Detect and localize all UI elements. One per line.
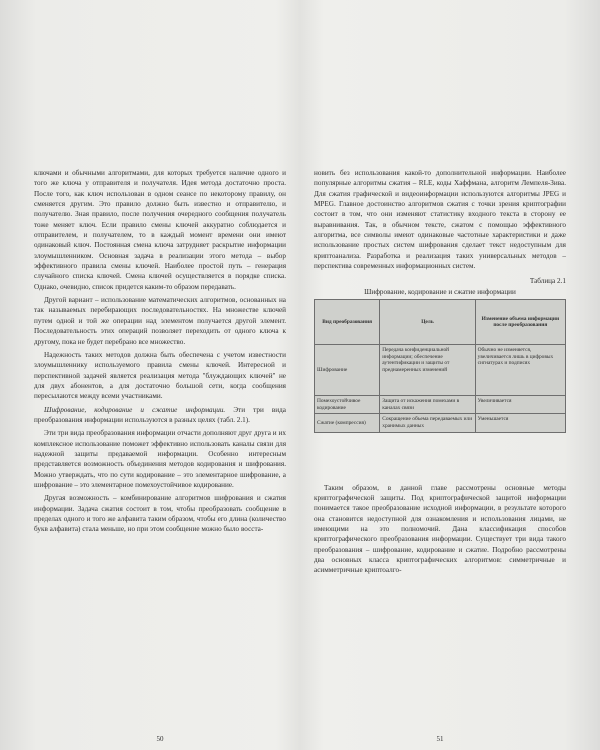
table-header-row bbox=[315, 300, 566, 345]
table-number: Таблица 2.1 bbox=[529, 277, 566, 286]
paragraph: Другой вариант – использование математических алгоритмов, основанных на так называемых перебирающих последовательностях. На множестве ключей путем одной и той же операции над элементом получается другой элемент. Последовательность этих операций позволяет переходить от одного ключа к другому, пока не будет перебрано все множество. bbox=[34, 296, 286, 346]
paragraph: Эти три вида преобразования информации отчасти дополняют друг друга и их комплексное использование поможет эффективно использовать каналы связи для надежной защиты предаваемой информации. Особенно интересным представляется возможность объединения методов кодирования и шифрования. Можно утверждать, что по сути кодирование – это элементарное шифрование, а шифрование – это элементарное помехоустойчивое кодирование. bbox=[34, 429, 286, 489]
table-cell: Передача конфиденциальной информации; обеспечение аутентификации и защиты от преднамеренных изменений bbox=[380, 345, 475, 396]
page-number: 50 bbox=[156, 735, 164, 743]
table-row bbox=[315, 396, 566, 414]
table-cell: Увеличивается bbox=[475, 396, 565, 414]
paragraph: Таким образом, в данной главе рассмотрены основные методы криптографической защиты. Под криптографической защитой информации понимается такое преобразование исходной информации, в результате которого она становится недоступной для ознакомления и использования лицами, не имеющими на это полномочий. Дана классификация способов криптографического преобразования информации. Существует три вида такого преобразования – шифрование, кодирование и сжатие. Подробно рассмотрены два основных класса криптографических алгоритмов: симметричные и асимметричные криптоалго- bbox=[314, 483, 566, 575]
table-cell: Шифрование bbox=[315, 345, 380, 396]
paragraph-italic-lead bbox=[34, 405, 286, 426]
page-number: 51 bbox=[436, 735, 444, 743]
paragraph: Другая возможность – комбинирование алгоритмов шифрования и сжатия информации. Задача сжатия состоит в том, чтобы преобразовать сообщение в пределах одного и того же алфавита таким образом, чтобы его длина (количество букв алфавита) стала меньше, но при этом сообщение можно было восста- bbox=[34, 494, 286, 534]
table-header-cell: Изменение объема информации после преобразования bbox=[475, 300, 565, 345]
table-row bbox=[315, 414, 566, 432]
left-page bbox=[34, 168, 287, 743]
table-cell: Сокращение объема передаваемых или хранимых данных bbox=[380, 414, 475, 432]
table-header-cell: Цель bbox=[380, 300, 475, 345]
right-page bbox=[314, 168, 566, 743]
paragraph: Надежность таких методов должна быть обеспечена с учетом известности злоумышленнику используемого правила смены ключей. Интересной и перспективной задачей является реализация метода "блуждающих ключей" не для двух абонентов, а для достаточно большой сети, когда сообщения пересылаются между всеми участниками. bbox=[34, 350, 286, 401]
table-cell: Защита от искажения помехами в каналах связи bbox=[380, 396, 475, 414]
italic-lead-text: Шифрование, кодирование и сжатие информации. bbox=[44, 405, 226, 414]
paragraph: новить без использования какой-то дополнительной информации. Наиболее популярные алгоритмы сжатия – RLE, коды Хаффмана, алгоритм Лемпеля-Зива. Для сжатия графической и видеоинформации используются алгоритмы JPEG и MPEG. Главное достоинство алгоритмов сжатия с точки зрения криптографии состоит в том, что они изменяют статистику входного текста в сторону ее выравнивания. Так, в обычном тексте, сжатом с помощью эффективного алгоритма, все символы имеют одинаковые частотные характеристики и даже использование простых систем шифрования сделает текст недоступным для криптоанализа. Разработка и реализация таких универсальных методов – перспектива современных информационных систем. bbox=[314, 169, 566, 271]
table-header-cell: Вид преобразования bbox=[315, 300, 380, 345]
paragraph: ключами и обычными алгоритмами, для которых требуется наличие одного и того же ключа у отправителя и получателя. Идея метода достаточно проста. После того, как ключ использован в одном сеансе по некоторому правилу, он сменяется другим. Это правило должно быть известно и отправителю, и получателю. Зная правило, после получения очередного сообщения получатель тоже меняет ключ. Если правило смены ключей аккуратно соблюдается и отправителем, и получателем, то в каждый момент времени они имеют одинаковый ключ. Постоянная смена ключа затрудняет раскрытие информации злоумышленником. Основная задача в реализации этого метода – выбор эффективного правила смены ключей. Наиболее простой путь – генерация случайного списка ключей. Смена ключей осуществляется в порядке списка. Однако, очевидно, список придется каким-то образом передавать. bbox=[34, 169, 286, 291]
table-cell: Уменьшается bbox=[475, 414, 565, 432]
italic-lead-rest: Эти три вида преобразования информации используются в разных целях (табл. 2.1). bbox=[34, 405, 287, 424]
comparison-table bbox=[314, 299, 566, 432]
table-cell: Помехоустойчивое кодирование bbox=[315, 396, 380, 414]
table-cell: Обычно не изменяется, увеличивается лишь в цифровых сигнатурах и подписях bbox=[475, 345, 565, 396]
table-cell: Сжатие (компрессия) bbox=[315, 414, 380, 432]
table-title: Шифрование, кодирование и сжатие информации bbox=[364, 287, 516, 296]
table-row bbox=[315, 345, 566, 396]
